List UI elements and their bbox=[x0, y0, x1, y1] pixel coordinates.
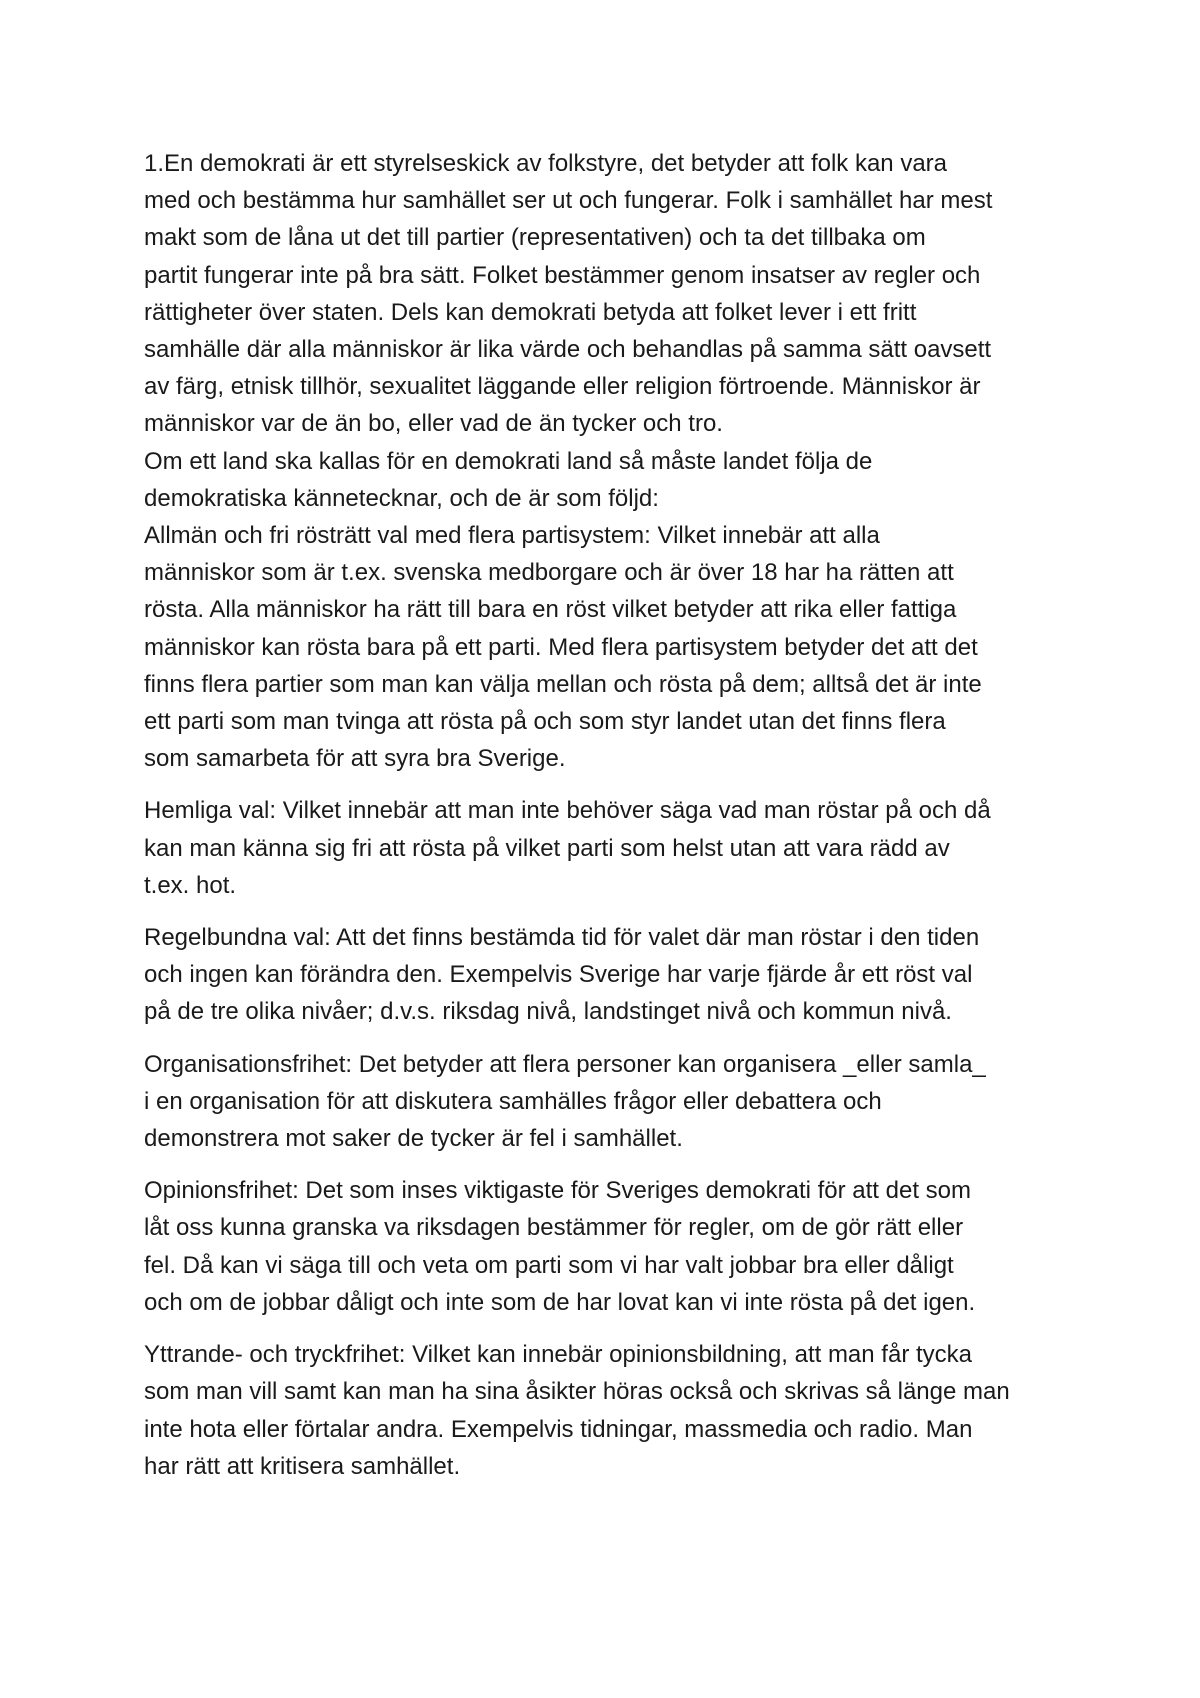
text-line: som man vill samt kan man ha sina åsikter höras också och skrivas så länge man bbox=[144, 1378, 1010, 1406]
paragraph bbox=[144, 1172, 1074, 1321]
text-line: som samarbeta för att syra bra Sverige. bbox=[144, 745, 566, 773]
text-line: låt oss kunna granska va riksdagen bestämmer för regler, om de gör rätt eller bbox=[144, 1214, 964, 1242]
document-body bbox=[144, 145, 1074, 1485]
paragraph bbox=[144, 792, 1074, 904]
text-line: människor var de än bo, eller vad de än tycker och tro. bbox=[144, 410, 723, 438]
text-line: t.ex. hot. bbox=[144, 871, 237, 899]
paragraph bbox=[144, 145, 1074, 443]
text-line: på de tre olika nivåer; d.v.s. riksdag nivå, landstinget nivå och kommun nivå. bbox=[144, 998, 952, 1026]
text-line: ett parti som man tvinga att rösta på och som styr landet utan det finns flera bbox=[144, 708, 946, 736]
text-line: Yttrande- och tryckfrihet: Vilket kan innebär opinionsbildning, att man får tycka bbox=[144, 1341, 972, 1369]
text-line: samhälle där alla människor är lika värde och behandlas på samma sätt oavsett bbox=[144, 336, 992, 364]
text-line: 1.En demokrati är ett styrelseskick av folkstyre, det betyder att folk kan vara bbox=[144, 150, 948, 177]
text-line: partit fungerar inte på bra sätt. Folket bestämmer genom insatser av regler och bbox=[144, 261, 981, 289]
text-line: och om de jobbar dåligt och inte som de har lovat kan vi inte rösta på det igen. bbox=[144, 1288, 976, 1316]
text-line: Hemliga val: Vilket innebär att man inte behöver säga vad man röstar på och då bbox=[144, 797, 991, 825]
paragraph bbox=[144, 517, 1074, 777]
text-line: inte hota eller förtalar andra. Exempelvis tidningar, massmedia och radio. Man bbox=[144, 1415, 973, 1443]
text-line: kan man känna sig fri att rösta på vilket parti som helst utan att vara rädd av bbox=[144, 834, 950, 862]
text-line: rösta. Alla människor ha rätt till bara en röst vilket betyder att rika eller fattiga bbox=[144, 596, 957, 624]
text-line: Organisationsfrihet: Det betyder att flera personer kan organisera _eller samla_ bbox=[144, 1050, 986, 1078]
paragraph bbox=[144, 1336, 1074, 1485]
text-line: finns flera partier som man kan välja mellan och rösta på dem; alltså det är inte bbox=[144, 670, 982, 698]
text-line: i en organisation för att diskutera samhälles frågor eller debattera och bbox=[144, 1087, 882, 1115]
text-line: har rätt att kritisera samhället. bbox=[144, 1452, 461, 1480]
text-line: demonstrera mot saker de tycker är fel i samhället. bbox=[144, 1125, 683, 1153]
text-line: fel. Då kan vi säga till och veta om parti som vi har valt jobbar bra eller dåligt bbox=[144, 1251, 954, 1279]
text-line: Opinionsfrihet: Det som inses viktigaste för Sveriges demokrati för att det som bbox=[144, 1177, 972, 1205]
text-line: rättigheter över staten. Dels kan demokrati betyda att folket lever i ett fritt bbox=[144, 298, 917, 326]
text-line: Regelbundna val: Att det finns bestämda tid för valet där man röstar i den tiden bbox=[144, 924, 980, 952]
text-line: människor kan rösta bara på ett parti. Med flera partisystem betyder det att det bbox=[144, 633, 978, 661]
text-line: Om ett land ska kallas för en demokrati land så måste landet följa de bbox=[144, 447, 873, 475]
paragraph bbox=[144, 1046, 1074, 1158]
text-line: makt som de låna ut det till partier (representativen) och ta det tillbaka om bbox=[144, 224, 926, 252]
paragraph bbox=[144, 919, 1074, 1031]
text-line: av färg, etnisk tillhör, sexualitet läggande eller religion förtroende. Människor är bbox=[144, 373, 981, 401]
text-line: med och bestämma hur samhället ser ut och fungerar. Folk i samhället har mest bbox=[144, 187, 993, 215]
paragraph bbox=[144, 443, 1074, 517]
text-line: demokratiska kännetecknar, och de är som följd: bbox=[144, 484, 659, 512]
text-line: Allmän och fri rösträtt val med flera partisystem: Vilket innebär att alla bbox=[144, 522, 880, 550]
text-line: människor som är t.ex. svenska medborgare och är över 18 har ha rätten att bbox=[144, 559, 954, 587]
text-line: och ingen kan förändra den. Exempelvis Sverige har varje fjärde år ett röst val bbox=[144, 961, 973, 989]
